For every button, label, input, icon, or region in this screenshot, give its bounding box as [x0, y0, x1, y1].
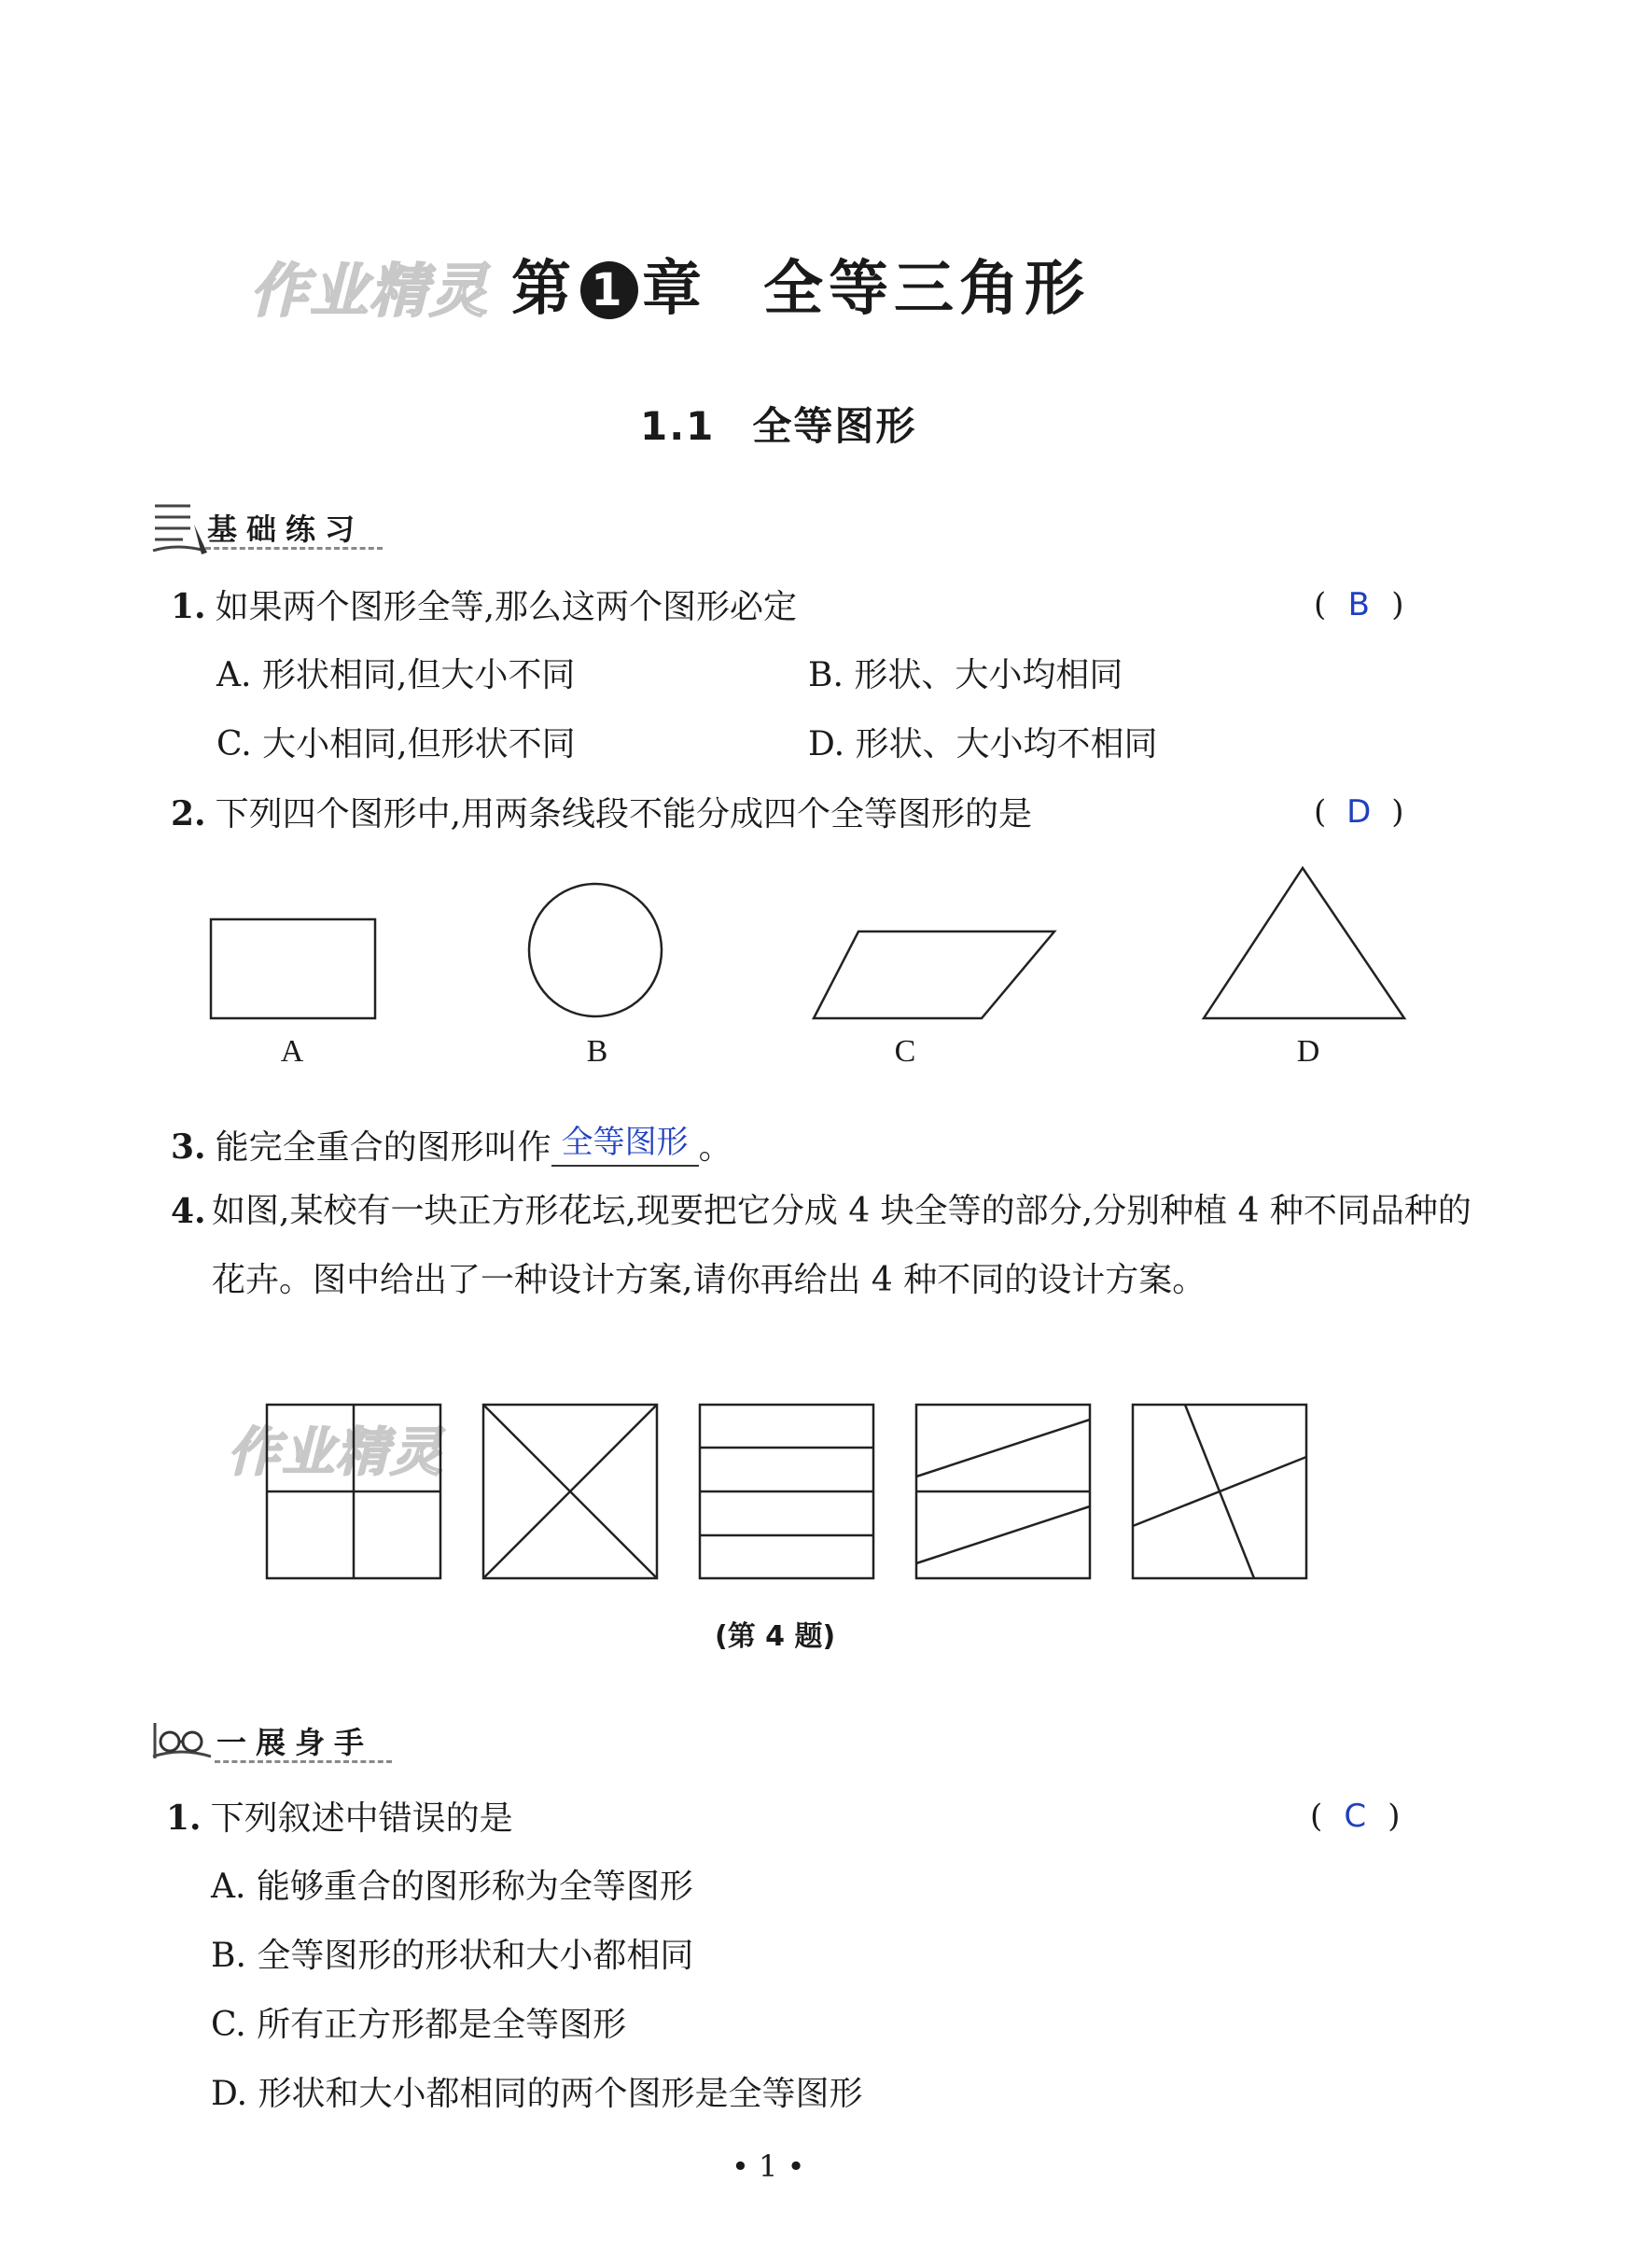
question-number: 2. — [171, 794, 206, 833]
option-d: D. 形状和大小都相同的两个图形是全等图形 — [211, 2075, 863, 2113]
fill-blank-answer: 全等图形 — [551, 1120, 699, 1167]
show-skill-label: 一展身手 — [216, 1725, 374, 1760]
square-strips-design — [700, 1405, 873, 1578]
chapter-number-badge: 1 — [580, 261, 638, 319]
question-text: 如图,某校有一块正方形花坛,现要把它分成 4 块全等的部分,分别种植 4 种不同品种的花卉。图中给出了一种设计方案,请你再给出 4 种不同的设计方案。 — [212, 1192, 1472, 1299]
page-number: • 1 • — [732, 2149, 805, 2184]
answer-letter: C — [1344, 1798, 1367, 1835]
question-text-after: 。 — [698, 1128, 732, 1167]
question-number: 1. — [166, 1799, 202, 1838]
option-b: B. 全等图形的形状和大小都相同 — [211, 1937, 694, 1975]
answer-box-q2: ( D ) — [1314, 793, 1404, 831]
basic-practice-label: 基础练习 — [207, 511, 365, 547]
question-number: 1. — [171, 587, 206, 626]
chapter-prefix: 第 — [511, 254, 577, 324]
answer-box-q1: ( B ) — [1314, 586, 1404, 623]
option-b: B. 形状、大小均相同 — [808, 656, 1123, 694]
figure-label-c: C — [894, 1034, 916, 1069]
square-quadrants-design — [267, 1405, 440, 1578]
chapter-suffix: 章 — [642, 254, 707, 324]
question-text: 下列四个图形中,用两条线段不能分成四个全等图形的是 — [215, 795, 1033, 833]
answer-letter: B — [1347, 586, 1370, 623]
square-diagonals-design — [483, 1405, 657, 1578]
question-text: 如果两个图形全等,那么这两个图形必定 — [215, 588, 798, 626]
answer-box-skill-q1: ( C ) — [1310, 1798, 1401, 1835]
section-number: 1.1 — [640, 403, 716, 449]
square-trapezoids-design — [916, 1405, 1090, 1578]
square-rotated-cross-design — [1133, 1405, 1306, 1578]
heading-underline — [215, 1760, 392, 1763]
question-number: 3. — [171, 1127, 206, 1167]
answer-letter: D — [1346, 793, 1372, 831]
section-name: 全等图形 — [752, 403, 917, 449]
watermark-logo: 作业精灵 — [250, 257, 490, 325]
watermark-logo: 作业精灵 — [228, 1422, 444, 1483]
option-c: C. 大小相同,但形状不同 — [216, 725, 576, 763]
chapter-name: 全等三角形 — [763, 254, 1090, 324]
option-d: D. 形状、大小均不相同 — [808, 725, 1158, 763]
glasses-book-icon — [149, 1714, 216, 1770]
question-text-before: 能完全重合的图形叫作 — [215, 1128, 551, 1167]
figure-label-b: B — [586, 1034, 608, 1069]
figure-caption: (第 4 题) — [715, 1620, 836, 1653]
option-c: C. 所有正方形都是全等图形 — [211, 2006, 627, 2044]
option-a: A. 形状相同,但大小不同 — [216, 656, 576, 694]
figure-label-d: D — [1296, 1034, 1320, 1069]
show-skill-heading — [149, 1710, 392, 1775]
question-text: 下列叙述中错误的是 — [210, 1799, 513, 1838]
figure-label-a: A — [280, 1034, 304, 1069]
question-number: 4. — [171, 1192, 206, 1231]
option-a: A. 能够重合的图形称为全等图形 — [211, 1868, 693, 1906]
skill-question-1 — [166, 1796, 513, 1841]
